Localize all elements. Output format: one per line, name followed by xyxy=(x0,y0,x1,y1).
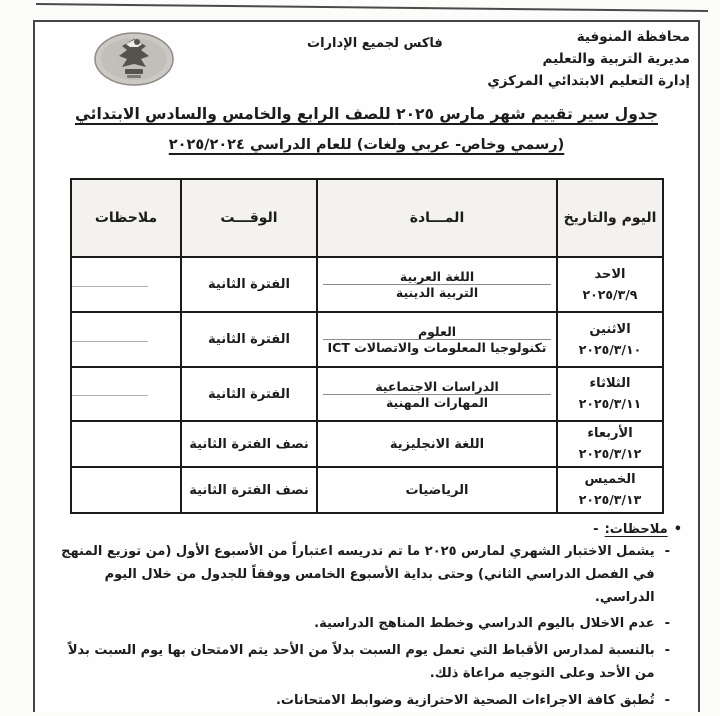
scan-line-artifact xyxy=(72,341,148,342)
table-header-row xyxy=(71,179,663,257)
subject-cell xyxy=(317,467,557,513)
table-row-monday xyxy=(71,312,663,367)
subject-item: الرياضيات xyxy=(405,482,469,498)
dash-marker: - xyxy=(664,616,670,632)
time-cell: الفترة الثانية xyxy=(181,367,317,421)
table-row-thursday xyxy=(71,467,663,513)
subject-cell xyxy=(317,257,557,312)
dash-marker: - xyxy=(664,544,670,559)
notes-cell xyxy=(71,467,181,513)
scan-line-artifact xyxy=(72,395,148,396)
scan-line-artifact xyxy=(72,286,148,287)
note-item xyxy=(49,640,682,686)
header-day-date: اليوم والتاريخ xyxy=(557,179,663,257)
dash-marker: - xyxy=(664,643,670,658)
org-line-governorate: محافظة المنوفية xyxy=(576,29,690,45)
subject-cell xyxy=(317,312,557,367)
day-date: ٢٠٢٥/٣/١٣ xyxy=(578,492,642,507)
day-name: الثلاثاء xyxy=(589,376,631,391)
day-name: الاثنين xyxy=(589,321,631,337)
note-item xyxy=(49,690,682,713)
subject-item: اللغة العربية xyxy=(323,269,551,285)
page-border-frame xyxy=(33,20,700,712)
day-date: ٢٠٢٥/٣/١١ xyxy=(578,396,642,411)
time-cell: الفترة الثانية xyxy=(181,257,317,312)
subject-cell xyxy=(317,421,557,467)
note-item xyxy=(49,613,682,636)
notes-heading-dash: - xyxy=(593,522,599,537)
sub-title: (رسمي وخاص- عربي ولغات) للعام الدراسي ٢٠٢٥/٢٠٢٤ xyxy=(168,137,565,153)
header-subject: المـــادة xyxy=(317,179,557,257)
header-time: الوقـــت xyxy=(181,179,317,257)
day-date: ٢٠٢٥/٣/٩ xyxy=(582,286,638,302)
day-name: الاحد xyxy=(594,266,626,282)
day-date: ٢٠٢٥/٣/١٠ xyxy=(578,341,642,357)
notes-cell xyxy=(71,312,181,367)
table-row-sunday xyxy=(71,257,663,312)
day-date-cell xyxy=(557,312,663,367)
notes-cell xyxy=(71,421,181,467)
notes-cell xyxy=(71,367,181,421)
note-text: يشمل الاختبار الشهري لمارس ٢٠٢٥ ما تم تدريسه اعتباراً من الأسبوع الأول (من توزيع المنهج في الفصل الدراسي الثاني) وحتى بداية الأسبوع الخامس ووفقاً للجدول من خلال اليوم الدراسي. xyxy=(61,544,655,605)
day-date-cell xyxy=(557,467,663,513)
subject-item: تكنولوجيا المعلومات والاتصالات ICT xyxy=(327,340,547,355)
note-text: بالنسبة لمدارس الأقباط التي تعمل يوم السبت بدلاً من الأحد يتم الامتحان بها يوم السبت بدلاً من الأحد وعلى التوجيه مراعاة ذلك. xyxy=(67,643,655,681)
subject-cell xyxy=(317,367,557,421)
day-name: الخميس xyxy=(584,472,636,487)
notes-heading-label: ملاحظات: xyxy=(604,522,668,537)
eagle-emblem-icon xyxy=(93,31,175,91)
dash-marker: - xyxy=(664,692,670,708)
table-row-tuesday xyxy=(71,367,663,421)
day-date-cell xyxy=(557,367,663,421)
note-text: عدم الاخلال باليوم الدراسي وخطط المناهج الدراسية. xyxy=(314,616,655,632)
day-date-cell xyxy=(557,421,663,467)
org-header-block xyxy=(487,26,690,92)
time-cell: نصف الفترة الثانية xyxy=(181,421,317,467)
subject-item: التربية الدينية xyxy=(395,285,479,300)
day-date: ٢٠٢٥/٣/١٢ xyxy=(578,446,642,461)
subject-item: المهارات المهنية xyxy=(385,394,489,410)
note-text: تُطبق كافة الاجراءات الصحية الاحترازية وضوابط الامتحانات. xyxy=(275,692,655,708)
day-name: الأربعاء xyxy=(587,426,633,441)
subject-item: الدراسات الاجتماعية xyxy=(323,379,551,395)
main-title: جدول سير تقييم شهر مارس ٢٠٢٥ للصف الرابع والخامس والسادس الابتدائي xyxy=(75,105,658,123)
time-cell: الفترة الثانية xyxy=(181,312,317,367)
fax-distribution-note: فاكس لجميع الإدارات xyxy=(307,36,443,51)
table-row-wednesday xyxy=(71,421,663,467)
day-date-cell xyxy=(557,257,663,312)
scan-edge-artifact-line xyxy=(36,3,708,12)
note-item xyxy=(49,541,682,609)
time-cell: نصف الفترة الثانية xyxy=(181,467,317,513)
org-line-administration: إدارة التعليم الابتدائي المركزي xyxy=(487,73,690,89)
notes-cell xyxy=(71,257,181,312)
notes-heading xyxy=(49,522,682,537)
subject-item: اللغة الانجليزية xyxy=(389,436,485,452)
org-line-directorate: مديرية التربية والتعليم xyxy=(542,51,690,67)
footnotes-section xyxy=(49,522,682,716)
exam-schedule-table xyxy=(70,178,664,514)
subject-item: العلوم xyxy=(323,324,551,340)
header-notes: ملاحظات xyxy=(71,179,181,257)
bullet-icon: • xyxy=(673,522,682,537)
